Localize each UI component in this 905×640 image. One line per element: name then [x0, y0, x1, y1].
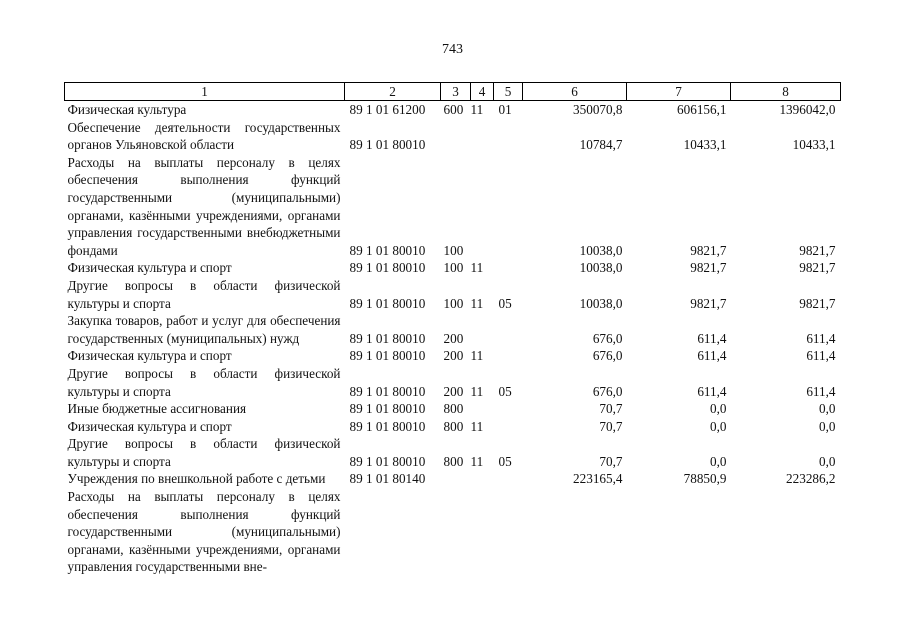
row-amount-6: 70,7	[599, 401, 623, 417]
row-amount-7: 0,0	[710, 453, 727, 469]
row-subsection	[494, 418, 523, 436]
row-amount-8	[731, 488, 841, 576]
row-amount-8: 611,4	[806, 383, 836, 399]
row-amount-8: 9821,7	[799, 242, 836, 258]
row-amount-7: 9821,7	[690, 242, 727, 258]
row-code: 89 1 01 80010	[349, 260, 426, 276]
column-header-1: 1	[65, 83, 345, 101]
row-section	[471, 312, 494, 347]
row-subsection	[494, 119, 523, 154]
row-name: Физическая культура и спорт	[67, 260, 232, 276]
budget-table	[64, 82, 841, 576]
row-expense-type: 100	[443, 260, 464, 276]
row-amount-8: 0,0	[819, 401, 836, 417]
row-section: 11	[470, 260, 484, 276]
row-amount-7: 0,0	[710, 401, 727, 417]
table-row	[65, 101, 841, 119]
row-amount-6: 10038,0	[579, 242, 623, 258]
row-expense-type: 800	[443, 453, 464, 469]
row-section: 11	[470, 295, 484, 311]
row-amount-8: 1396042,0	[779, 102, 836, 117]
row-section	[471, 400, 494, 418]
row-expense-type: 200	[443, 330, 464, 346]
row-amount-6: 70,7	[599, 453, 623, 469]
row-code: 89 1 01 80010	[349, 242, 426, 258]
table-row	[65, 277, 841, 312]
row-subsection	[494, 312, 523, 347]
column-header-7: 7	[627, 83, 731, 101]
row-expense-type	[441, 470, 471, 488]
column-header-2: 2	[345, 83, 441, 101]
row-section: 11	[470, 383, 484, 399]
row-name: Другие вопросы в области физической культуры и спорта	[67, 277, 341, 311]
row-subsection	[494, 259, 523, 277]
row-amount-7: 606156,1	[677, 102, 727, 117]
table-header	[65, 83, 841, 101]
row-name: Другие вопросы в области физической культуры и спорта	[67, 436, 341, 469]
row-expense-type: 800	[443, 401, 464, 417]
header-row	[65, 83, 841, 101]
row-expense-type: 100	[443, 242, 464, 258]
table-row	[65, 119, 841, 154]
row-amount-6: 676,0	[592, 330, 623, 346]
row-subsection: 05	[498, 383, 512, 399]
row-code: 89 1 01 80010	[349, 383, 426, 399]
row-subsection	[494, 347, 523, 365]
row-amount-7: 0,0	[710, 418, 727, 434]
row-amount-7: 611,4	[697, 348, 727, 364]
row-name: Обеспечение деятельности государственных органов Ульяновской области	[67, 119, 341, 153]
table-row	[65, 400, 841, 418]
row-expense-type: 200	[443, 383, 464, 399]
row-amount-7: 611,4	[697, 383, 727, 399]
table-row	[65, 259, 841, 277]
row-amount-6: 676,0	[592, 348, 623, 364]
row-amount-6: 10038,0	[579, 260, 623, 276]
row-code: 89 1 01 80010	[349, 137, 426, 153]
row-subsection: 05	[498, 453, 512, 469]
row-expense-type: 800	[443, 418, 464, 434]
row-amount-8: 9821,7	[799, 295, 836, 311]
row-amount-6: 223165,4	[573, 471, 623, 487]
row-amount-8: 0,0	[819, 453, 836, 469]
row-expense-type	[441, 488, 471, 576]
table-row	[65, 435, 841, 470]
row-name: Расходы на выплаты персоналу в целях обеспечения выполнения функций государственными (муниципальными) органами, казёнными учреждениями, органами управления государственными вне-	[67, 489, 341, 575]
row-amount-8: 10433,1	[792, 137, 836, 153]
table-row	[65, 470, 841, 488]
row-amount-8: 611,4	[806, 348, 836, 364]
table-body	[65, 101, 841, 577]
column-header-8: 8	[731, 83, 841, 101]
row-section: 11	[470, 418, 484, 434]
table-row	[65, 418, 841, 436]
row-amount-6: 676,0	[592, 383, 623, 399]
table-row	[65, 154, 841, 260]
row-subsection	[494, 470, 523, 488]
table-row	[65, 365, 841, 400]
row-amount-6: 350070,8	[573, 102, 623, 117]
row-code: 89 1 01 80010	[349, 453, 426, 469]
row-amount-7: 10433,1	[683, 137, 727, 153]
row-amount-8: 0,0	[819, 418, 836, 434]
column-header-4: 4	[471, 83, 494, 101]
row-expense-type: 100	[443, 295, 464, 311]
row-name: Физическая культура и спорт	[67, 418, 232, 434]
row-expense-type	[441, 119, 471, 154]
row-amount-6	[523, 488, 627, 576]
row-section	[471, 470, 494, 488]
row-code: 89 1 01 80010	[349, 295, 426, 311]
row-name: Расходы на выплаты персоналу в целях обеспечения выполнения функций государственными (муниципальными) органами, казёнными учреждениями, органами управления государственными внебюджетными фондами	[67, 154, 341, 258]
column-header-3: 3	[441, 83, 471, 101]
row-code: 89 1 01 80140	[349, 471, 426, 487]
row-amount-6: 10038,0	[579, 295, 623, 311]
row-code: 89 1 01 61200	[349, 102, 426, 117]
row-name: Физическая культура и спорт	[67, 348, 232, 364]
row-amount-7: 611,4	[697, 330, 727, 346]
row-amount-8: 9821,7	[799, 260, 836, 276]
row-amount-7: 9821,7	[690, 295, 727, 311]
row-code: 89 1 01 80010	[349, 401, 426, 417]
row-subsection: 01	[498, 102, 512, 117]
row-expense-type: 200	[443, 348, 464, 364]
row-name: Закупка товаров, работ и услуг для обеспечения государственных (муниципальных) нужд	[67, 313, 341, 346]
row-subsection	[494, 488, 523, 576]
row-name: Учреждения по внешкольной работе с детьми	[67, 471, 326, 487]
row-amount-8: 223286,2	[786, 471, 836, 487]
row-name: Физическая культура	[67, 102, 187, 117]
row-amount-6: 10784,7	[579, 137, 623, 153]
table-row	[65, 347, 841, 365]
row-subsection	[494, 400, 523, 418]
row-section	[471, 488, 494, 576]
row-name: Иные бюджетные ассигнования	[67, 401, 247, 417]
row-code: 89 1 01 80010	[349, 348, 426, 364]
row-amount-8: 611,4	[806, 330, 836, 346]
row-name: Другие вопросы в области физической культуры и спорта	[67, 365, 341, 399]
row-expense-type: 600	[443, 102, 464, 117]
column-header-6: 6	[523, 83, 627, 101]
row-amount-7: 9821,7	[690, 260, 727, 276]
row-section	[471, 154, 494, 260]
row-section: 11	[470, 348, 484, 364]
row-section: 11	[470, 453, 484, 469]
row-code: 89 1 01 80010	[349, 418, 426, 434]
table-row	[65, 312, 841, 347]
row-subsection: 05	[498, 295, 512, 311]
table-row	[65, 488, 841, 576]
row-section: 11	[470, 102, 484, 117]
row-section	[471, 119, 494, 154]
row-amount-7	[627, 488, 731, 576]
row-amount-6: 70,7	[599, 418, 623, 434]
column-header-5: 5	[494, 83, 523, 101]
page-number: 743	[442, 42, 463, 57]
row-code	[345, 488, 441, 576]
row-code: 89 1 01 80010	[349, 330, 426, 346]
row-amount-7: 78850,9	[683, 471, 727, 487]
row-subsection	[494, 154, 523, 260]
